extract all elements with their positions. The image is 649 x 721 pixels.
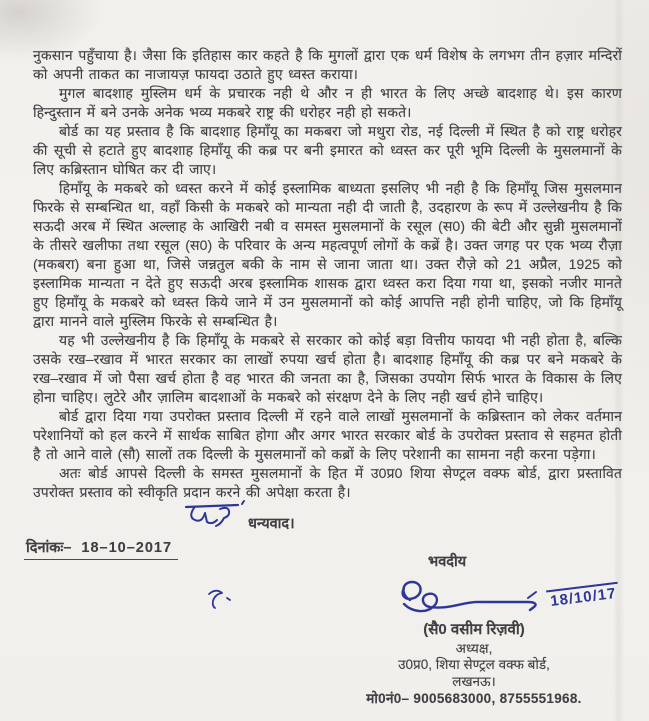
date-value: 18–10–2017 (81, 540, 173, 556)
letter-paragraph: मुगल बादशाह मुस्लिम धर्म के प्रचारक नही थे और न ही भारत के लिए अच्छे बादशाह थे। इस कारण हिन्दुस्तान में बने उनके अनेक भव्य मकबरे राष्ट्र की धरोहर नही हो सकते। (33, 85, 622, 120)
date-label: दिनांकः– (26, 540, 72, 556)
pen-mark-icon (205, 588, 235, 610)
letter-body (33, 46, 622, 502)
letter-paragraph: नुकसान पहुँचाया है। जैसा कि इतिहास कार कहते है कि मुगलों द्वारा एक धर्म विशेष के लगभग तीन हज़ार मन्दिरों को अपनी ताकत का नाजायज़ फायदा उठाते हुए ध्वस्त कराया। (33, 47, 622, 82)
letter-paragraph: बोर्ड द्वारा दिया गया उपरोक्त प्रस्ताव दिल्ली में रहने वाले लाखों मुसलमानों के कब्रिस्तान को लेकर वर्तमान परेशानियों को हल करने में सार्थक साबित होगा और अगर भारत सरकार बोर्ड के उपरोक्त प्रस्ताव से सहमत होती है तो आने वाले (सौ) सालों तक दिल्ली के मुसलमानों को कब्रों के लिए परेशानी का सामना नही करना पड़ेगा। (33, 408, 622, 462)
letter-paragraph: अतः बोर्ड आपसे दिल्ली के समस्त मुसलमानों के हित में उ0प्र0 शिया सेण्ट्रल वक्फ बोर्ड, द्वारा प्रस्तावित उपरोक्त प्रस्ताव को स्वीकृति प्रदान करने की अपेक्षा करता है। (33, 465, 622, 500)
signatory-name: (सै0 वसीम रिज़वी) (423, 621, 525, 638)
handwritten-initials-icon (182, 500, 250, 528)
signature-block (318, 622, 630, 708)
salutation-text: भवदीय (428, 554, 467, 570)
letter-paragraph: हिमाँयू के मकबरे को ध्वस्त करने में कोई इस्लामिक बाध्यता इसलिए भी नही है कि हिमाँयू जिस मुसलमान फिरके से सम्बन्धित था, वहाँ किसी के मकबरे को मान्यता नही दी जाती है, उदहारण के रूप में उल्लेखनीय है कि सऊदी अरब में स्थित अल्लाह के आखिरी नबी व समस्त मुसलमानों के रसूल (स0) की बेटी और सुन्नी मुसलमानों के तीसरे खलीफा तथा रसूल (स0) के परिवार के अन्य महत्वपूर्ण लोगों के कब्रें है। उक्त जगह पर एक भव्य रौज़ा (मकबरा) बना हुआ था, जिसे जन्नतुल बकी के नाम से जाना जाता था। उक्त रौज़े को 21 अप्रैल, 1925 को इस्लामिक मान्यता न देते हुए सऊदी अरब इस्लामिक शासक द्वारा ध्वस्त करा दिया गया था, इसको नजीर मानते हुए हिमाँयू के मकबरे को ध्वस्त किये जाने में उन मुसलमानों को कोई आपत्ति नही होनी चाहिए, जो कि हिमाँयू द्वारा मानने वाले मुस्लिम फिरके से सम्बन्धित है। (33, 180, 622, 329)
handwritten-date: 18/10/17 (546, 582, 620, 611)
signature-scribble-icon (396, 578, 548, 622)
thanks-text: धन्यवाद। (248, 516, 295, 532)
letter-paragraph: बोर्ड का यह प्रस्ताव है कि बादशाह हिमाँयू का मकबरा जो मथुरा रोड, नई दिल्ली में स्थित है को राष्ट्र धरोहर की सूची से हटाते हुए बादशाह हिमाँयू की कब्र पर बनी इमारत को ध्वस्त कर पूरी भूमि दिल्ली के मुसलमानों के लिए कब्रिस्तान घोषित कर दी जाए। (33, 123, 622, 177)
signatory-city: लखनऊ। (452, 673, 496, 689)
signatory-title: अध्यक्ष, (455, 640, 493, 656)
date-line (24, 537, 178, 560)
signatory-phone: मो0नं0– 9005683000, 8755551968. (366, 691, 582, 706)
signatory-org: उ0प्र0, शिया सेण्ट्रल वक्फ बोर्ड, (398, 657, 550, 672)
letter-paragraph: यह भी उल्लेखनीय है कि हिमाँयू के मकबरे से सरकार को कोई बड़ा वित्तीय फायदा भी नही होता है, बल्कि उसके रख–रखाव में भारत सरकार का लाखों रुपया खर्च होता है। बादशाह हिमाँयू की कब्र पर बने मकबरे के रख–रखाव में जो पैसा खर्च होता है वह भारत की जनता का है, जिसका उपयोग सिर्फ भारत के विकास के लिए होना चाहिए। लुटेरे और ज़ालिम बादशाओं के मकबरे को संरक्षण देने के लिए नही खर्च होने चाहिए। (33, 332, 622, 405)
